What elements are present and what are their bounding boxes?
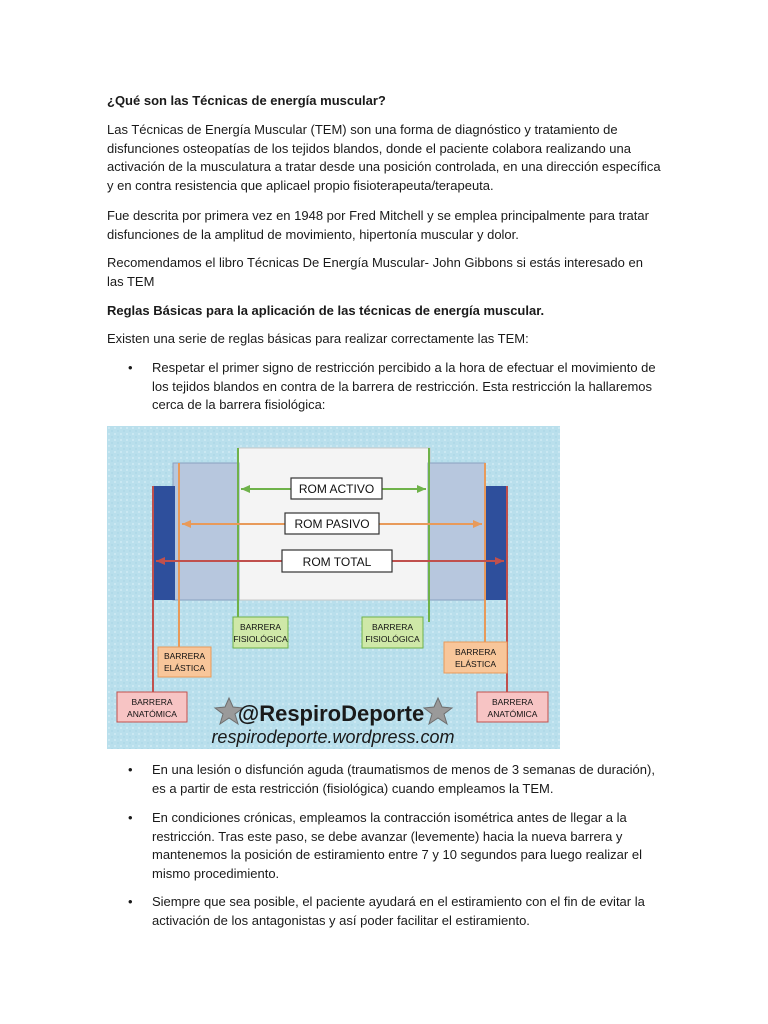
brand-handle: @RespiroDeporte bbox=[237, 701, 425, 726]
list-item: Siempre que sea posible, el paciente ayudará en el estiramiento con el fin de evitar la activación de los antagonistas y así poder facilitar el estiramiento. bbox=[152, 894, 645, 928]
paragraph-history: Fue descrita por primera vez en 1948 por Fred Mitchell y se emplea principalmente para tratar disfunciones de la amplitud de movimiento, hipertonía muscular y dolor. bbox=[107, 208, 649, 242]
barrier-anatomic-right-line1: BARRERA bbox=[491, 697, 534, 707]
bullet-symbol: • bbox=[128, 762, 133, 777]
paragraph-definition: Las Técnicas de Energía Muscular (TEM) son una forma de diagnóstico y tratamiento de disfunciones osteopatías de los tejidos blandos, donde el paciente colabora realizando una activación de la musculatura a tratar desde una posición controlada, en una dirección específica y en contra resistencia que aplicael propio fisioterapeuta/terapeuta. bbox=[107, 122, 661, 193]
section-subheading: Reglas Básicas para la aplicación de las técnicas de energía muscular. bbox=[107, 303, 545, 318]
paragraph-intro: Existen una serie de reglas básicas para realizar correctamente las TEM: bbox=[107, 331, 529, 346]
bullet-symbol: • bbox=[128, 810, 133, 825]
bullet-symbol: • bbox=[128, 360, 133, 375]
barrier-elastic-right-line2: ELÁSTICA bbox=[454, 659, 497, 669]
paragraph-book-recommendation: Recomendamos el libro Técnicas De Energía Muscular- John Gibbons si estás interesado en las TEM bbox=[107, 255, 643, 289]
list-item: En una lesión o disfunción aguda (traumatismos de menos de 3 semanas de duración), es a partir de esta restricción (fisiológica) cuando empleamos la TEM. bbox=[152, 762, 655, 796]
barrier-elastic-left-line1: BARRERA bbox=[163, 651, 206, 661]
list-item: Respetar el primer signo de restricción percibido a la hora de efectuar el movimiento de los tejidos blandos en contra de la barrera de restricción. Esta restricción la hallaremos cerca de la barrera fisiológica: bbox=[152, 360, 656, 412]
barrier-physiologic-right-line1: BARRERA bbox=[371, 622, 414, 632]
barrier-physiologic-left-line2: FISIOLÓGICA bbox=[233, 634, 288, 644]
left-anatomic-block bbox=[153, 486, 175, 600]
right-elastic-block bbox=[428, 463, 485, 600]
rom-activo-label: ROM ACTIVO bbox=[298, 482, 375, 496]
barrier-anatomic-left-line2: ANATÓMICA bbox=[127, 709, 177, 719]
barrier-elastic-right-line1: BARRERA bbox=[454, 647, 497, 657]
rom-diagram bbox=[107, 426, 560, 749]
bullet-symbol: • bbox=[128, 894, 133, 909]
right-anatomic-block bbox=[485, 486, 507, 600]
list-item: En condiciones crónicas, empleamos la contracción isométrica antes de llegar a la restricción. Tras este paso, se debe avanzar (levemente) hacia la nueva barrera y mantenemos la posición de estiramiento entre 7 y 10 segundos para luego realizar el mismo procedimiento. bbox=[152, 810, 642, 881]
rom-total-label: ROM TOTAL bbox=[302, 555, 372, 569]
page-title: ¿Qué son las Técnicas de energía muscular? bbox=[107, 93, 386, 108]
barrier-physiologic-right-line2: FISIOLÓGICA bbox=[365, 634, 420, 644]
barrier-elastic-left-line2: ELÁSTICA bbox=[163, 663, 206, 673]
barrier-anatomic-right-line2: ANATÓMICA bbox=[487, 709, 538, 719]
barrier-physiologic-left-line1: BARRERA bbox=[239, 622, 282, 632]
rom-pasivo-label: ROM PASIVO bbox=[294, 517, 370, 531]
brand-url: respirodeporte.wordpress.com bbox=[211, 727, 455, 747]
barrier-anatomic-left-line1: BARRERA bbox=[131, 697, 173, 707]
left-elastic-block bbox=[173, 463, 239, 600]
